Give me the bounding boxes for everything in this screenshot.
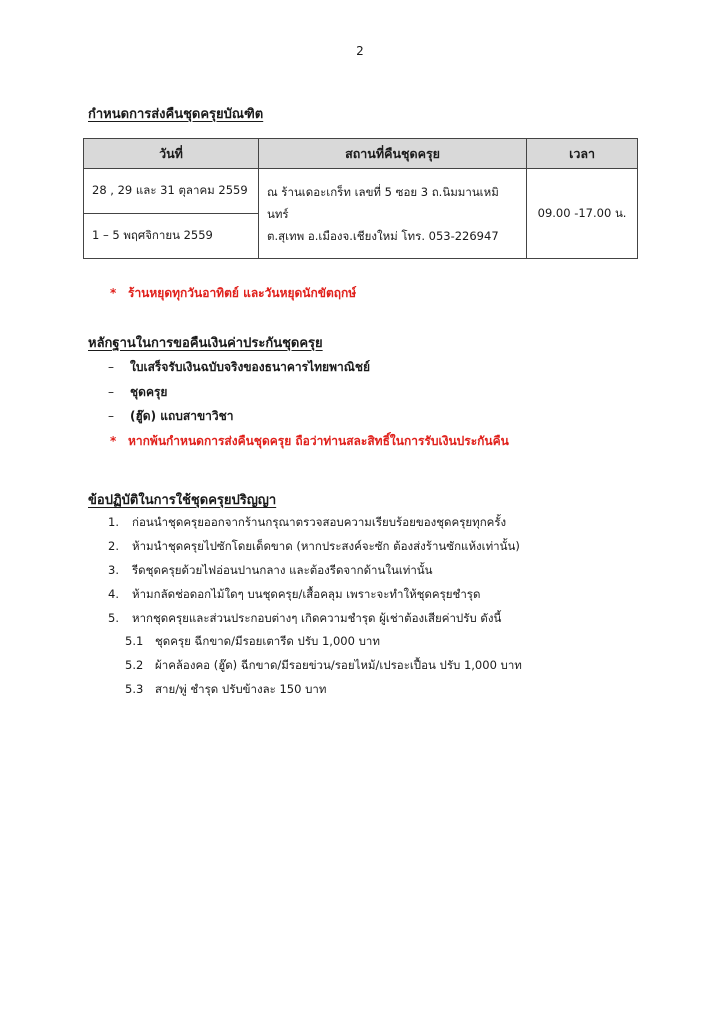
column-header-time: เวลา xyxy=(527,139,638,169)
forfeit-warning-text: หากพ้นกำหนดการส่งคืนชุดครุย ถือว่าท่านสละสิทธิ์ในการรับเงินประกันคืน xyxy=(128,434,509,448)
item-number: 1. xyxy=(108,515,119,529)
item-number: 5.1 xyxy=(125,634,144,648)
place-cell xyxy=(258,169,526,259)
list-item-text: (ฮู๊ด) แถบสาขาวิชา xyxy=(130,409,234,423)
list-item-text: ใบเสร็จรับเงินฉบับจริงของธนาคารไทยพาณิชย์ xyxy=(130,360,371,374)
item-number: 5. xyxy=(108,611,119,625)
page-number: 2 xyxy=(356,44,364,58)
asterisk-icon: * xyxy=(110,286,117,300)
list-item-text: รีดชุดครุยด้วยไฟอ่อนปานกลาง และต้องรีดจากด้านในเท่านั้น xyxy=(132,563,433,577)
closed-days-note xyxy=(110,284,356,303)
refund-evidence-heading: หลักฐานในการขอคืนเงินค่าประกันชุดครุย xyxy=(88,336,323,351)
time-cell: 09.00 -17.00 น. xyxy=(527,169,638,259)
asterisk-icon: * xyxy=(110,434,117,448)
list-item-text: ห้ามกลัดช่อดอกไม้ใดๆ บนชุดครุย/เสื้อคลุม เพราะจะทำให้ชุดครุยชำรุด xyxy=(132,587,481,601)
dash-marker: – xyxy=(108,360,114,374)
item-number: 4. xyxy=(108,587,119,601)
list-item xyxy=(125,681,326,699)
list-item xyxy=(108,407,234,426)
closed-days-text: ร้านหยุดทุกวันอาทิตย์ และวันหยุดนักขัตฤกษ์ xyxy=(128,286,357,300)
list-item-text: ชุดครุย ฉีกขาด/มีรอยเตารีด ปรับ 1,000 บาท xyxy=(155,634,380,648)
list-item-text: ชุดครุย xyxy=(130,385,168,399)
table-header-row xyxy=(84,139,638,169)
item-number: 2. xyxy=(108,539,119,553)
rules-heading: ข้อปฏิบัติในการใช้ชุดครุยปริญญา xyxy=(88,493,277,508)
list-item-text: หากชุดครุยและส่วนประกอบต่างๆ เกิดความชำรุด ผู้เช่าต้องเสียค่าปรับ ดังนี้ xyxy=(132,611,502,625)
date-cell: 1 – 5 พฤศจิกายน 2559 xyxy=(84,214,259,259)
column-header-date: วันที่ xyxy=(84,139,259,169)
list-item xyxy=(125,633,380,651)
list-item xyxy=(125,657,522,675)
item-number: 5.3 xyxy=(125,682,144,696)
date-cell: 28 , 29 และ 31 ตุลาคม 2559 xyxy=(84,169,259,214)
list-item-text: ห้ามนำชุดครุยไปซักโดยเด็ดขาด (หากประสงค์จะซัก ต้องส่งร้านซักแห้งเท่านั้น) xyxy=(132,539,520,553)
list-item xyxy=(108,358,370,377)
dash-marker: – xyxy=(108,385,114,399)
list-item xyxy=(108,538,520,556)
list-item-text: สาย/พู่ ชำรุด ปรับข้างละ 150 บาท xyxy=(155,682,327,696)
list-item xyxy=(108,514,506,532)
place-line-2: ต.สุเทพ อ.เมืองจ.เชียงใหม่ โทร. 053-226947 xyxy=(266,228,499,243)
item-number: 3. xyxy=(108,563,119,577)
list-item-text: ผ้าคล้องคอ (ฮู๊ด) ฉีกขาด/มีรอยข่วน/รอยไหม้/เปรอะเปื้อน ปรับ 1,000 บาท xyxy=(155,658,522,672)
place-line-1: ณ ร้านเดอะเกร็ท เลขที่ 5 ซอย 3 ถ.นิมมานเหมินทร์ xyxy=(266,184,499,221)
forfeit-warning xyxy=(110,432,509,451)
item-number: 5.2 xyxy=(125,658,144,672)
return-schedule-table xyxy=(83,138,638,259)
return-schedule-heading: กำหนดการส่งคืนชุดครุยบัณฑิต xyxy=(88,107,264,122)
column-header-place: สถานที่คืนชุดครุย xyxy=(258,139,526,169)
list-item xyxy=(108,610,501,628)
dash-marker: – xyxy=(108,409,114,423)
list-item xyxy=(108,562,433,580)
table-row xyxy=(84,169,638,214)
list-item-text: ก่อนนำชุดครุยออกจากร้านกรุณาตรวจสอบความเรียบร้อยของชุดครุยทุกครั้ง xyxy=(132,515,507,529)
list-item xyxy=(108,383,167,402)
list-item xyxy=(108,586,480,604)
